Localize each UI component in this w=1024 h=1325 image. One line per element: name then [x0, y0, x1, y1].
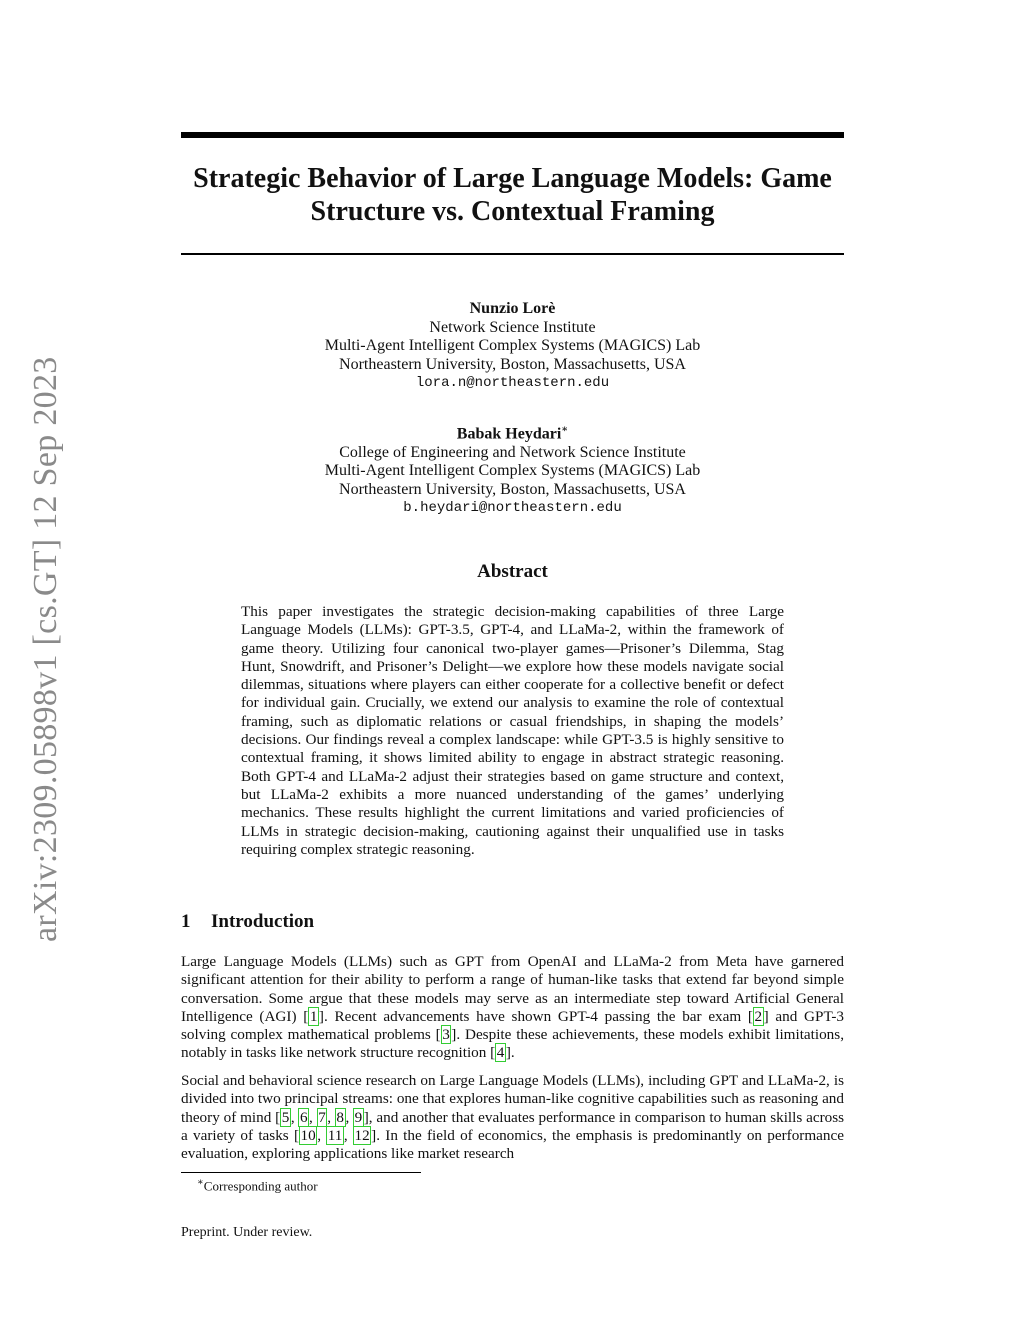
paper-title	[181, 162, 844, 228]
citation-link[interactable]: 9	[354, 1108, 363, 1126]
author-block-2	[181, 421, 844, 518]
author-name	[181, 421, 844, 444]
footnote-marker: ∗	[197, 1177, 204, 1188]
footnote-text: Corresponding author	[203, 1178, 318, 1194]
paragraph-text: ]. Despite these achievements, these models exhibit limitations, notably in tasks like network structure recognition [	[181, 1026, 844, 1062]
intro-paragraph-2: Social and behavioral science research on Large Language Models (LLMs), including GPT and LLaMa-2, is divided into two principal streams: one that explores human-like cognitive capabilities such as reasoning and theory of mind [5, 6, 7, 8, 9], and another that evaluates performance in comparison to human skills across a variety of tasks [10, 11, 12]. In the field of economics, the emphasis is predominantly on performance evaluation, exploring applications like market research	[181, 1072, 845, 1163]
citation-link[interactable]: 6	[299, 1108, 308, 1126]
footnote	[197, 1177, 318, 1194]
section-title: Introduction	[211, 911, 315, 932]
paragraph-text: ]. In the field of economics, the emphasis is predominantly on performance evaluation, exploring applications like market research	[181, 1126, 844, 1163]
preprint-note: Preprint. Under review.	[181, 1225, 313, 1240]
paragraph-text: Large Language Models (LLMs) such as GPT from OpenAI and LLaMa-2 from Meta have garnered significant attention for their ability to perform a range of human-like tasks that extend far beyond simple conversation. Some argue that these models may serve as an intermediate step toward Artificial General Intelligence (AGI) [	[181, 953, 844, 1025]
section-number: 1	[181, 911, 191, 932]
author-affiliation: Northeastern University, Boston, Massachusetts, USA	[339, 355, 686, 373]
author-name-text: Babak Heydari	[456, 425, 562, 443]
author-block-1	[181, 300, 844, 393]
title-line-2: Structure vs. Contextual Framing	[310, 196, 715, 227]
corresponding-author-marker[interactable]: ∗	[561, 424, 569, 435]
paragraph-text: ].	[505, 1044, 515, 1062]
paragraph-text: Social and behavioral science research on Large Language Models (LLMs), including GPT and LLaMa-2, is divided into two principal streams: one that explores human-like cognitive capabilities such as reasoning and theory of mind [	[181, 1072, 844, 1126]
arxiv-identifier: arXiv:2309.05898v1 [cs.GT] 12 Sep 2023	[27, 356, 64, 942]
intro-paragraph-1	[181, 953, 844, 1063]
citation-link[interactable]: 12	[354, 1126, 370, 1144]
abstract-text: This paper investigates the strategic decision-making capabilities of three Large Language Models (LLMs): GPT-3.5, GPT-4, and LLaMa-2, within the framework of game theory. Utilizing four canonical two-player games—Prisoner’s Dilemma, Stag Hunt, Snowdrift, and Prisoner’s Delight—we explore how these models navigate social dilemmas, situations where players can either cooperate for a collective benefit or defect for individual gain. Crucially, we extend our analysis to examine the role of contextual framing, such as diplomatic relations or casual friendships, in shaping the models’ decisions. Our findings reveal a complex landscape: while GPT-3.5 is highly sensitive to contextual framing, it shows limited ability to engage in abstract strategic reasoning. Both GPT-4 and LLaMa-2 adjust their strategies based on game structure and context, but LLaMa-2 exhibits a more nuanced understanding of the games’ underlying mechanics. These results highlight the current limitations and varied proficiencies of LLMs in strategic decision-making, cautioning against their unqualified use in tasks requiring complex strategic reasoning.	[241, 603, 784, 858]
author-name: Nunzio Lorè	[469, 300, 556, 317]
citation-link[interactable]: 4	[496, 1044, 505, 1062]
author-affiliation: Multi-Agent Intelligent Complex Systems (MAGICS) Lab	[324, 462, 701, 480]
title-top-rule	[181, 132, 844, 138]
citation-link[interactable]: 5	[281, 1108, 290, 1126]
paragraph-text: ]. Recent advancements have shown GPT-4 passing the bar exam [	[318, 1007, 753, 1025]
title-line-1: Strategic Behavior of Large Language Models: Game	[193, 163, 832, 194]
abstract-heading: Abstract	[477, 561, 548, 582]
section-heading	[181, 911, 314, 933]
citation-link[interactable]: 3	[442, 1026, 450, 1044]
citation-link[interactable]: 2	[754, 1007, 763, 1025]
author-affiliation: Network Science Institute	[429, 318, 596, 336]
citation-link[interactable]: 8	[336, 1108, 345, 1126]
footnote-rule	[181, 1172, 421, 1173]
paragraph-text: ] and GPT-3 solving complex mathematical problems [	[181, 1007, 844, 1044]
citation-link[interactable]: 1	[309, 1007, 318, 1025]
title-bottom-rule	[181, 253, 844, 255]
paragraph-text: ], and another that evaluates performance in comparison to human skills across a variety of tasks [	[181, 1108, 845, 1144]
author-email[interactable]: lora.n@northeastern.edu	[415, 375, 610, 391]
author-affiliation: Northeastern University, Boston, Massachusetts, USA	[339, 480, 686, 498]
citation-link[interactable]: 11	[327, 1126, 343, 1144]
author-email[interactable]: b.heydari@northeastern.edu	[403, 500, 622, 517]
author-affiliation: College of Engineering and Network Science Institute	[339, 443, 686, 461]
citation-link[interactable]: 10	[300, 1126, 316, 1144]
author-affiliation: Multi-Agent Intelligent Complex Systems (MAGICS) Lab	[324, 337, 701, 354]
citation-link[interactable]: 7	[318, 1108, 326, 1126]
